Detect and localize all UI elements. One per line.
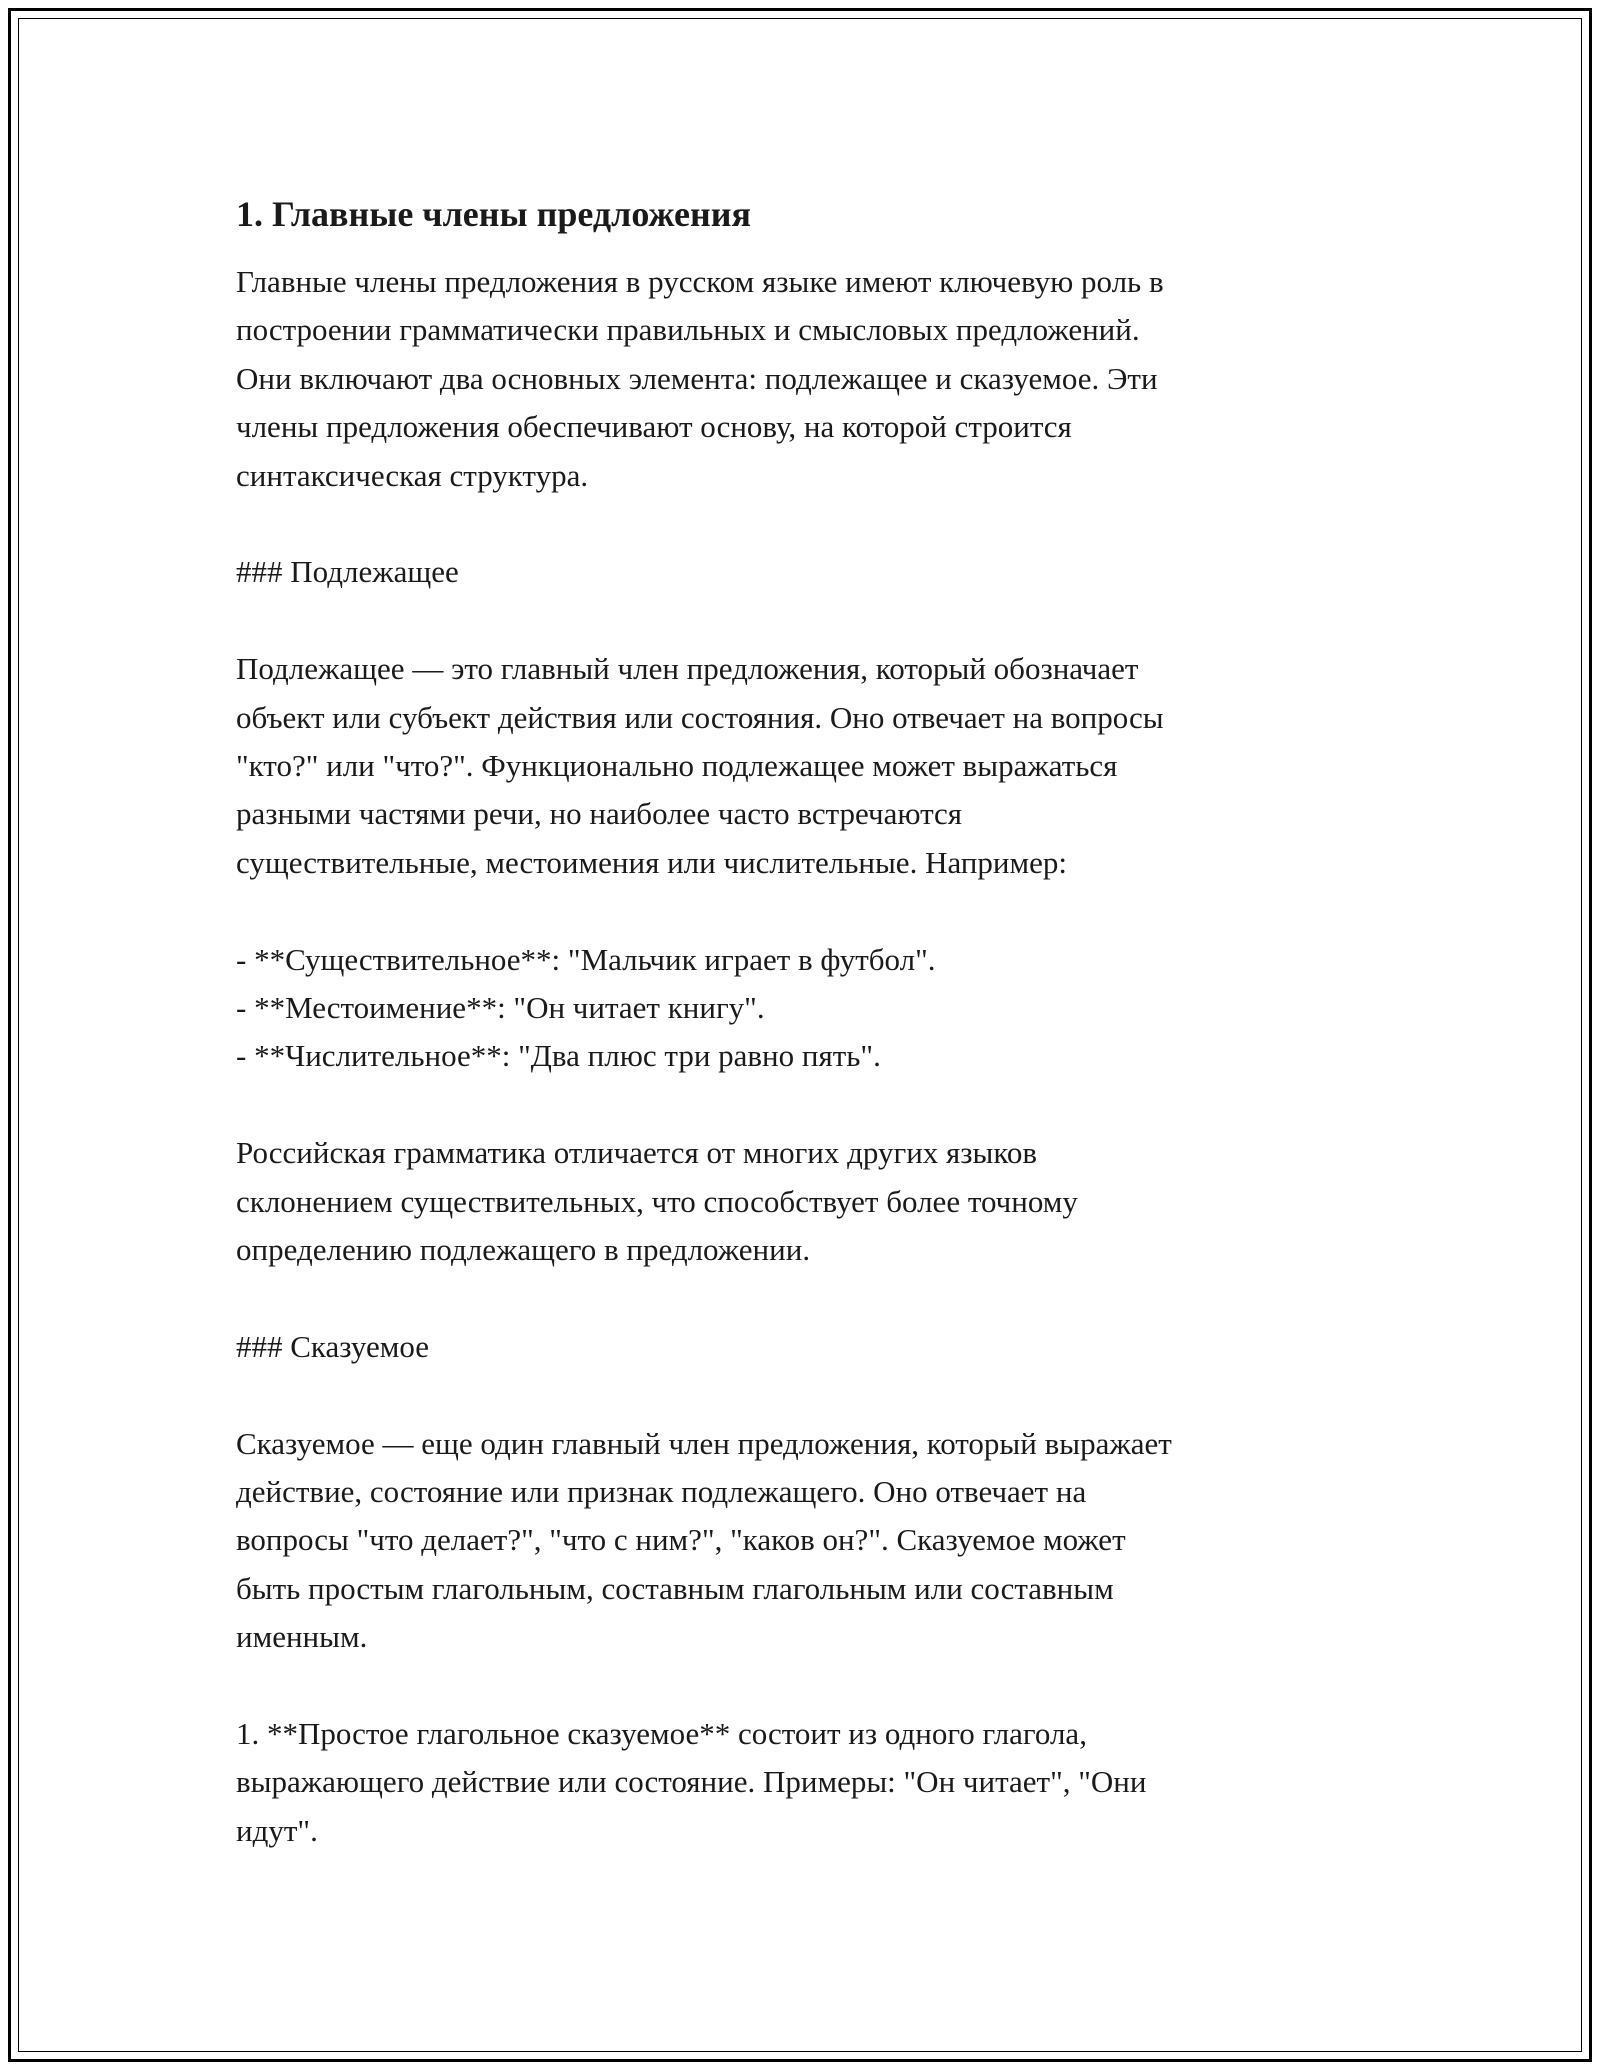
text-line: быть простым глагольным, составным глагольным или составным [236,1570,1114,1606]
text-line: именным. [236,1619,368,1655]
text-line: идут". [236,1812,318,1848]
text-line: определению подлежащего в предложении. [236,1232,811,1268]
text-line: выражающего действие или состояние. Примеры: "Он читает", "Они [236,1764,1147,1800]
list-item: - **Местоимение**: "Он читает книгу". [236,990,765,1026]
intro-paragraph [236,258,1366,500]
text-line: разными частями речи, но наиболее часто встречаются [236,796,963,832]
text-line: "кто?" или "что?". Функционально подлежащее может выражаться [236,748,1118,784]
subject-subheading [236,548,1366,596]
text-line: построении грамматически правильных и смысловых предложений. [236,312,1140,348]
list-item: - **Существительное**: "Мальчик играет в футбол". [236,941,936,977]
text-line: вопросы "что делает?", "что с ним?", "каков он?". Сказуемое может [236,1522,1126,1558]
predicate-subheading [236,1323,1366,1371]
text-line: Главные члены предложения в русском языке имеют ключевую роль в [236,264,1164,299]
subheading-text: ### Сказуемое [236,1328,429,1364]
subheading-text: ### Подлежащее [236,554,459,590]
subject-paragraph [236,645,1366,887]
text-line: синтаксическая структура. [236,457,589,493]
text-line: члены предложения обеспечивают основу, на которой строится [236,409,1072,445]
grammar-note-paragraph [236,1129,1366,1274]
text-line: объект или субъект действия или состояния. Оно отвечает на вопросы [236,699,1164,735]
text-line: существительные, местоимения или числительные. Например: [236,844,1067,880]
text-line: склонением существительных, что способствует более точному [236,1183,1078,1219]
document-body [236,186,1366,1904]
predicate-paragraph [236,1420,1366,1662]
text-line: Они включают два основных элемента: подлежащее и сказуемое. Эти [236,360,1158,396]
section-heading: 1. Главные члены предложения [236,194,751,234]
list-item: - **Числительное**: "Два плюс три равно пять". [236,1038,881,1074]
subject-examples-list [236,936,1366,1081]
text-line: 1. **Простое глагольное сказуемое** состоит из одного глагола, [236,1716,1087,1752]
text-line: действие, состояние или признак подлежащего. Оно отвечает на [236,1474,1087,1510]
simple-predicate-paragraph [236,1710,1366,1855]
text-line: Сказуемое — еще один главный член предложения, который выражает [236,1425,1172,1461]
text-line: Подлежащее — это главный член предложения, который обозначает [236,651,1139,687]
text-line: Российская грамматика отличается от многих других языков [236,1135,1038,1171]
